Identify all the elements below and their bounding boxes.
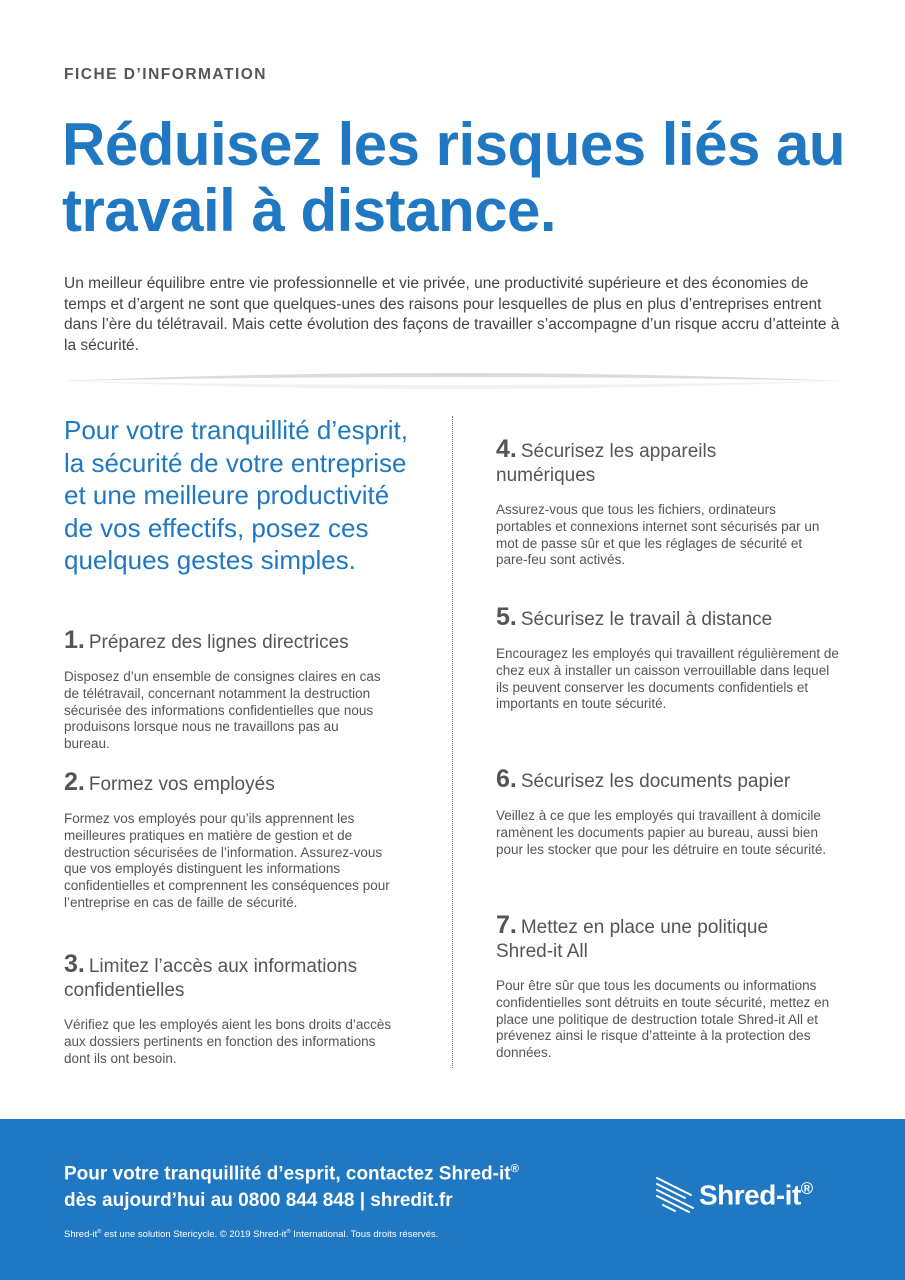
step-title: Sécurisez les documents papier: [520, 771, 791, 792]
column-divider: [452, 416, 453, 1068]
section-swoosh-divider: [60, 368, 845, 392]
step-number: 4.: [496, 435, 517, 463]
cta-line-1: Pour votre tranquillité d’esprit, contactez Shred-it: [64, 1163, 511, 1185]
step-body: Assurez-vous que tous les fichiers, ordinateurs portables et connexions internet sont sécurisés par un mot de passe sûr et que les réglages de sécurité et pare-feu sont activés.: [496, 502, 820, 568]
shred-it-logo: [655, 1172, 855, 1222]
lead-statement: Pour votre tranquillité d’esprit, la sécurité de votre entreprise et une meilleure productivité de vos effectifs, posez ces quelques gestes simples.: [64, 415, 408, 575]
intro-paragraph: Un meilleur équilibre entre vie professionnelle et vie privée, une productivité supérieure et des économies de temps et d’argent ne sont que quelques-unes des raisons pour lesquelles de plus en plus d’entreprises entrent dans l’ère du télétravail. Mais cette évolution des façons de travailler s’accompagne d’un risque accru d’atteinte à la sécurité.: [64, 275, 840, 354]
step-heading: [496, 767, 846, 794]
cta-line-2: dès aujourd’hui au 0800 844 848 | shredit.fr: [64, 1190, 453, 1212]
step-number: 7.: [496, 911, 517, 939]
registered-mark: ®: [800, 1179, 813, 1198]
step-heading: [496, 913, 826, 964]
step-number: 1.: [64, 626, 85, 654]
step-heading: [64, 628, 414, 655]
logo-wordmark: [699, 1179, 813, 1211]
step-6: [496, 767, 846, 858]
step-body: Formez vos employés pour qu’ils apprennent les meilleures pratiques en matière de gestion et de destruction sécurisées de l’information. Assurez-vous que vos employés distinguent les informations confidentielles et comprennent les conséquences pour l’entreprise en cas de faille de sécurité.: [64, 811, 390, 910]
step-body: Veillez à ce que les employés qui travaillent à domicile ramènent les documents papier au bureau, aussi bien pour les stocker que pour les détruire en toute sécurité.: [496, 808, 827, 857]
registered-mark: ®: [97, 1229, 102, 1235]
step-2: [64, 770, 414, 912]
legal-text: International. Tous droits réservés.: [290, 1229, 439, 1241]
step-title: Limitez l’accès aux informations confidentielles: [64, 956, 358, 1001]
eyebrow-label: FICHE D’INFORMATION: [64, 66, 268, 83]
registered-mark: ®: [510, 1163, 519, 1175]
step-heading: [64, 952, 414, 1003]
step-title: Préparez des lignes directrices: [88, 632, 349, 653]
logo-name: Shred-it: [699, 1179, 801, 1211]
step-title: Formez vos employés: [88, 774, 275, 795]
step-heading: [496, 605, 846, 632]
step-heading: [496, 437, 796, 488]
step-heading: [64, 770, 414, 797]
legal-notice: [64, 1229, 438, 1240]
step-number: 2.: [64, 768, 85, 796]
step-body: Encouragez les employés qui travaillent régulièrement de chez eux à installer un caisson verrouillable dans lequel ils peuvent conserver les documents confidentiels et importants en toute sécurité.: [496, 646, 839, 712]
step-number: 5.: [496, 603, 517, 631]
step-title: Mettez en place une politique Shred-it All: [496, 917, 769, 962]
step-5: [496, 605, 846, 713]
page-title: Réduisez les risques liés au travail à distance.: [62, 111, 846, 244]
step-7: [496, 911, 830, 1062]
registered-mark: ®: [286, 1229, 291, 1235]
step-body: Vérifiez que les employés aient les bons droits d’accès aux dossiers pertinents en fonction des informations dont ils ont besoin.: [64, 1017, 392, 1066]
step-number: 6.: [496, 765, 517, 793]
step-number: 3.: [64, 950, 85, 978]
step-body: Disposez d’un ensemble de consignes claires en cas de télétravail, concernant notamment la destruction sécurisée des informations confidentielles que nous produisons lorsque nous ne travaillons pas au bureau.: [64, 669, 381, 752]
shred-stripes-icon: [655, 1175, 695, 1215]
step-4: [496, 435, 820, 569]
step-1: [64, 628, 414, 753]
legal-brand: Shred-it: [64, 1229, 98, 1241]
step-title: Sécurisez les appareils numériques: [496, 441, 717, 486]
step-title: Sécurisez le travail à distance: [520, 609, 773, 630]
legal-text: est une solution Stericycle. © 2019 Shred-it: [101, 1229, 287, 1241]
contact-call-to-action: [64, 1156, 624, 1214]
step-3: [64, 952, 414, 1067]
step-body: Pour être sûr que tous les documents ou informations confidentielles sont détruits en toute sécurité, mettez en place une politique de destruction totale Shred-it All et prévenez ainsi le risque d’atteinte à la protection des données.: [496, 978, 830, 1061]
